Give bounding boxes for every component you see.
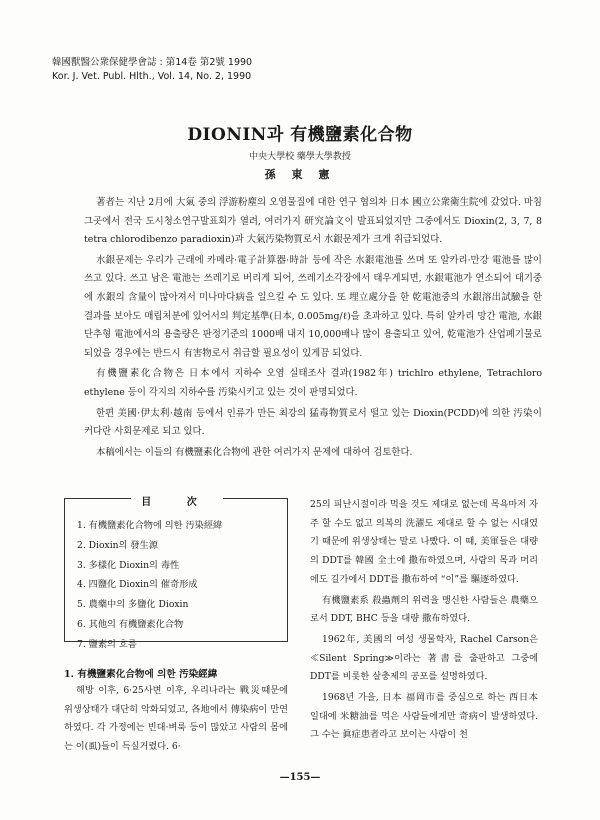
author-affiliation: 中央大學校 藥學大學教授	[249, 152, 351, 162]
toc-item: 4. 四鹽化 Dioxin의 催奇形成	[77, 579, 198, 591]
toc-item: 1. 有機鹽素化合物에 의한 汚染經緯	[77, 520, 223, 531]
table-of-contents	[64, 497, 288, 650]
toc-item: 7. 鹽素의 흐름	[77, 638, 137, 650]
left-column	[64, 498, 288, 756]
section-text	[64, 682, 288, 756]
toc-item: 6. 其他의 有機鹽素化合物	[77, 618, 184, 630]
intro-paragraph: 本稿에서는 이들의 有機鹽素化合物에 관한 여러가지 문제에 대하여 검토한다.	[96, 446, 413, 458]
toc-item: 2. Dioxin의 發生源	[77, 539, 158, 551]
section-paragraph: 해방 이후, 6·25사변 이후, 우리나라는 戰災때문에 위생상태가 대단히 악화되었고, 各地에서 傳染病이 만연하였다. 각 가정에는 빈대·벼룩 등이 많았고 사람의 몸에는 이(虱)들이 득실거렸다. 6·	[64, 685, 288, 752]
toc-heading: 目 次	[131, 491, 223, 510]
page-number: —155—	[279, 772, 321, 783]
right-column	[310, 496, 538, 745]
intro-paragraph: 著者는 지난 2月에 大氣 중의 浮游粉塵의 오염물질에 대한 연구 협의차 日本 國立公衆衛生院에 갔었다. 마침 그곳에서 전국 도시청소연구발표회가 열려, 여러가지 研究論文이 발표되었지만 그중에서도 Dioxin(2, 3, 7, 8 tetra chlorodibenzo paradioxin)과 大氣汚染物質로서 水銀문제가 크게 취급되었다.	[84, 197, 542, 246]
journal-citation	[52, 56, 252, 84]
introduction	[84, 194, 542, 462]
toc-item: 3. 多樣化 Dioxin의 毒性	[77, 559, 180, 571]
author-name: 孫 東 憲	[264, 168, 336, 181]
article-title: DIONIN과 有機鹽素化合物	[187, 125, 413, 145]
toc-item: 5. 農藥中의 多鹽化 Dioxin	[77, 599, 189, 611]
right-paragraph: 25의 피난시절이라 먹을 것도 제대로 없는데 목욕마저 자주 할 수도 없고 의복의 洗濯도 제대로 할 수 없는 시대였기 때문에 위생상태는 말로 나빴다. 이 때, 美軍들은 대량의 DDT를 韓國 全土에 撒布하였으며, 사람의 목과 머리에도 길가에서 DDT를 撒布하여 “이”를 驅逐하였다.	[310, 499, 538, 585]
section-heading: 1. 有機鹽素化合物에 의한 汚染經緯	[64, 669, 218, 680]
right-paragraph: 1968년 가을, 日本 福岡市를 중심으로 하는 西日本 일대에 米糖油를 먹은 사람들에게만 奇病이 발생하였다. 그 수는 眞症患者라고 보이는 사람이 천	[310, 692, 538, 741]
intro-paragraph: 한편 美國·伊太利·越南 등에서 인류가 만든 최강의 猛毒物質로서 떨고 있는 Dioxin(PCDD)에 의한 汚染이 커다란 사회문제로 되고 있다.	[84, 407, 542, 438]
right-paragraph: 1962年, 美國의 여성 생물학자, Rachel Carson은 ≪Silent Spring≫이라는 著書를 출판하고 그중에 DDT를 비롯한 살충제의 공포를 설명하였다.	[310, 633, 538, 683]
intro-paragraph: 水銀문제는 우리가 근래에 카메라·電子計算器·時計 등에 작은 水銀電池를 쓰며 또 알카리·만강 電池를 많이 쓰고 있다. 쓰고 남은 電池는 쓰레기로 버리게 되어, 쓰레기소각장에서 태우게되면, 水銀電池가 연소되어 대기중에 水銀의 含量이 많아져서 미나마다病을 일으킬 수 도 있다. 또 埋立處分을 한 乾電池중의 水銀溶出試驗을 한 결과를 보아도 매립처분에 있어서의 判定基準(日本, 0.005mg/ℓ)을 초과하고 있다. 특히 알카리 망간 電池, 水銀단추형 電池에서의 용출량은 판정기준의 1000배 내지 10,000배나 많이 용출되고 있어, 乾電池가 산업폐기물로 되었을 경우에는 반드시 有害物로서 취급할 필요성이 있게끔 되었다.	[84, 254, 542, 359]
right-paragraph: 有機鹽素系 殺蟲劑의 위력을 맹신한 사람들은 農藥으로서 DDT, BHC 등을 대량 撒布하였다.	[310, 594, 538, 625]
journal-citation-korean: 韓國獸醫公衆保健學會誌 : 第14卷 第2號 1990	[52, 57, 253, 68]
intro-paragraph: 有機鹽素化合物은 日本에서 지하수 오염 실태조사 결과(1982年) trichlro ethylene, Tetrachloro ethylene 등이 각지의 지하수를 汚染시키고 있는 것이 판명되었다.	[84, 368, 542, 398]
journal-citation-english: Kor. J. Vet. Publ. Hlth., Vol. 14, No. 2, 1990	[52, 71, 252, 82]
